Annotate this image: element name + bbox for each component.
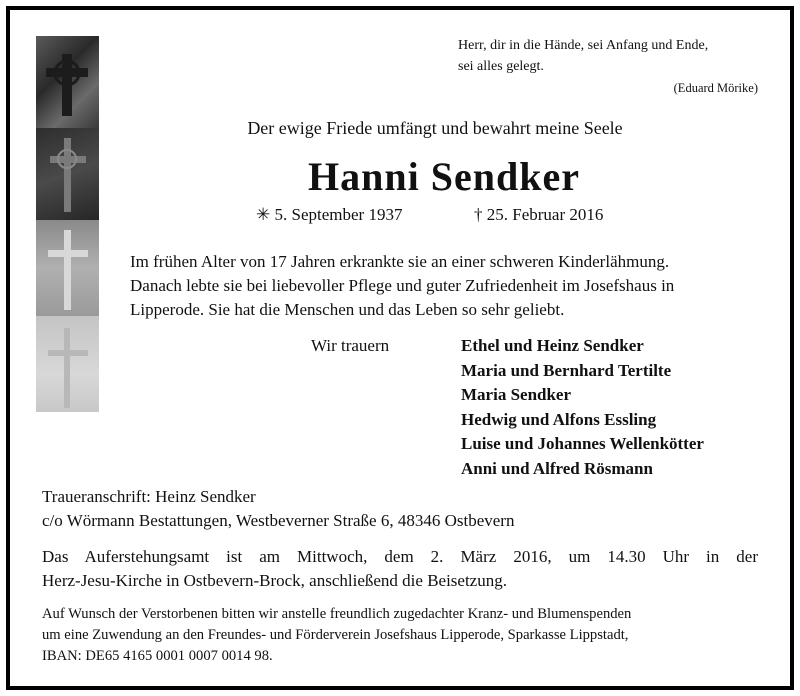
cross-image-strip xyxy=(36,36,99,412)
birth-date-text: 5. September 1937 xyxy=(274,205,403,224)
cross-icon xyxy=(36,36,99,128)
deceased-name: Hanni Sendker xyxy=(308,154,580,199)
death-dagger-icon: † xyxy=(474,205,483,224)
cross-icon xyxy=(36,220,99,316)
mourner-name: Hedwig und Alfons Essling xyxy=(461,409,657,429)
birth-date xyxy=(256,205,402,225)
mourners-label: Wir trauern xyxy=(311,336,390,355)
biography-line-1: Im frühen Alter von 17 Jahren erkrankte sie an einer schweren Kinderlähmung. xyxy=(130,252,670,271)
birth-star-icon: ✳ xyxy=(256,205,271,224)
donation-line-3: IBAN: DE65 4165 0001 0007 0014 98. xyxy=(42,648,273,664)
death-date-text: 25. Februar 2016 xyxy=(486,205,604,224)
cross-image-panel-3 xyxy=(36,220,99,316)
mourner-name: Luise und Johannes Wellenkötter xyxy=(461,434,704,453)
mourners-list xyxy=(461,334,704,481)
address-line-1: Traueranschrift: Heinz Sendker xyxy=(42,487,256,506)
mourner-name: Maria Sendker xyxy=(461,385,572,404)
quote-author: (Eduard Mörike) xyxy=(673,81,758,95)
motto: Der ewige Friede umfängt und bewahrt meine Seele xyxy=(247,118,623,138)
quote-line-1: Herr, dir in die Hände, sei Anfang und Ende, xyxy=(458,38,709,53)
biography-line-3: Lipperode. Sie hat die Menschen und das Leben so sehr geliebt. xyxy=(130,300,565,319)
mourner-name: Ethel und Heinz Sendker xyxy=(461,336,644,355)
mourner-name: Anni und Alfred Rösmann xyxy=(461,458,653,478)
quote-line-2: sei alles gelegt. xyxy=(458,59,544,74)
address-line-2: c/o Wörmann Bestattungen, Westbeverner Straße 6, 48346 Ostbevern xyxy=(42,511,515,530)
cross-icon xyxy=(36,316,99,412)
mourner-name: Maria und Bernhard Tertilte xyxy=(461,360,672,380)
cross-image-panel-4 xyxy=(36,316,99,412)
death-date xyxy=(474,205,603,225)
service-line-1: Das Auferstehungsamt ist am Mittwoch, dem 2. März 2016, um 14.30 Uhr in der xyxy=(42,547,758,566)
donation-line-1: Auf Wunsch der Verstorbenen bitten wir anstelle freundlich zugedachter Kranz- und Blumenspenden xyxy=(42,606,632,622)
donation-line-2: um eine Zuwendung an den Freundes- und Förderverein Josefshaus Lipperode, Sparkasse Lippstadt, xyxy=(42,627,629,643)
cross-image-panel-1 xyxy=(36,36,99,128)
biography-line-2: Danach lebte sie bei liebevoller Pflege und guter Zufriedenheit im Josefshaus in xyxy=(130,276,675,295)
service-line-2: Herz-Jesu-Kirche in Ostbevern-Brock, anschließend die Beisetzung. xyxy=(42,571,507,590)
